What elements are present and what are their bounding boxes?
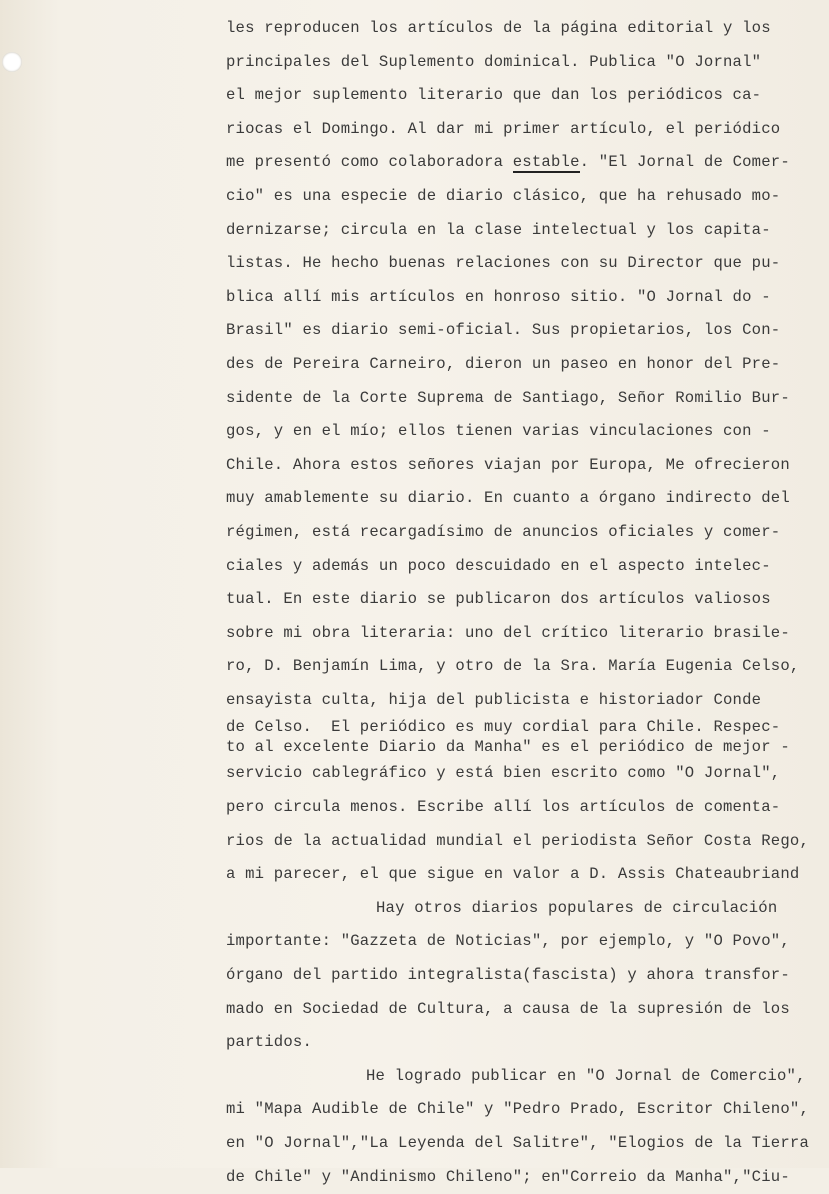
text-line: riocas el Domingo. Al dar mi primer artículo, el periódico [226, 119, 781, 138]
text-line: Chile. Ahora estos señores viajan por Europa, Me ofrecieron [226, 455, 790, 474]
text-line: ciales y además un poco descuidado en el aspecto intelec- [226, 556, 771, 575]
text-line: to al excelente Diario da Manha" es el periódico de mejor - [226, 738, 790, 757]
text-line: listas. He hecho buenas relaciones con su Director que pu- [226, 254, 781, 273]
text-line: blica allí mis artículos en honroso sitio. "O Jornal do - [226, 287, 771, 306]
text-line: principales del Suplemento dominical. Publica "O Jornal" [226, 52, 762, 71]
text-line: Hay otros diarios populares de circulación [376, 898, 778, 917]
text-line: servicio cablegráfico y está bien escrito como "O Jornal", [226, 764, 781, 783]
text-line: mado en Sociedad de Cultura, a causa de la supresión de los [226, 999, 790, 1018]
text-line: en "O Jornal","La Leyenda del Salitre", "Elogios de la Tierra [226, 1134, 810, 1152]
text-line: rios de la actualidad mundial el periodista Señor Costa Rego, [226, 831, 810, 850]
text-fragment: . "El Jornal de Comer- [579, 153, 790, 172]
text-line: ensayista culta, hija del publicista e historiador Conde [226, 690, 762, 709]
text-line: régimen, está recargadísimo de anuncios oficiales y comer- [226, 522, 781, 541]
punch-hole [2, 52, 22, 72]
text-line: ro, D. Benjamín Lima, y otro de la Sra. María Eugenia Celso, [226, 657, 800, 676]
text-line: partidos. [226, 1033, 313, 1052]
text-line: cio" es una especie de diario clásico, que ha rehusado mo- [226, 186, 781, 205]
text-line: pero circula menos. Escribe allí los artículos de comenta- [226, 798, 781, 817]
text-line: des de Pereira Carneiro, dieron un paseo en honor del Pre- [226, 354, 781, 373]
text-line: el mejor suplemento literario que dan los periódicos ca- [226, 86, 762, 105]
text-line: les reproducen los artículos de la página editorial y los [226, 19, 771, 37]
text-line: a mi parecer, el que sigue en valor a D. Assis Chateaubriand [226, 865, 800, 884]
text-line: He logrado publicar en "O Jornal de Comercio", [366, 1066, 806, 1085]
text-line-underlined [226, 146, 828, 180]
typewritten-text [226, 12, 828, 1194]
text-line: sobre mi obra literaria: uno del crítico literario brasile- [226, 623, 790, 642]
text-line: tual. En este diario se publicaron dos artículos valiosos [226, 590, 771, 609]
underlined-word: estable [512, 153, 580, 172]
text-line: de Chile" y "Andinismo Chileno"; en"Correio da Manha","Ciu- [226, 1167, 790, 1186]
text-line: mi "Mapa Audible de Chile" y "Pedro Prado, Escritor Chileno", [226, 1100, 810, 1119]
text-line: muy amablemente su diario. En cuanto a órgano indirecto del [226, 489, 790, 508]
text-line: dernizarse; circula en la clase intelectual y los capita- [226, 220, 771, 239]
text-line: gos, y en el mío; ellos tienen varias vinculaciones con - [226, 422, 771, 441]
text-line: órgano del partido integralista(fascista) y ahora transfor- [226, 966, 790, 985]
text-line: importante: "Gazzeta de Noticias", por ejemplo, y "O Povo", [226, 932, 790, 951]
text-line: Brasil" es diario semi-oficial. Sus propietarios, los Con- [226, 321, 781, 340]
text-line: sidente de la Corte Suprema de Santiago, Señor Romilio Bur- [226, 388, 790, 407]
text-line: de Celso. El periódico es muy cordial para Chile. Respec- [226, 718, 781, 737]
text-fragment: me presentó como colaboradora [226, 153, 513, 172]
